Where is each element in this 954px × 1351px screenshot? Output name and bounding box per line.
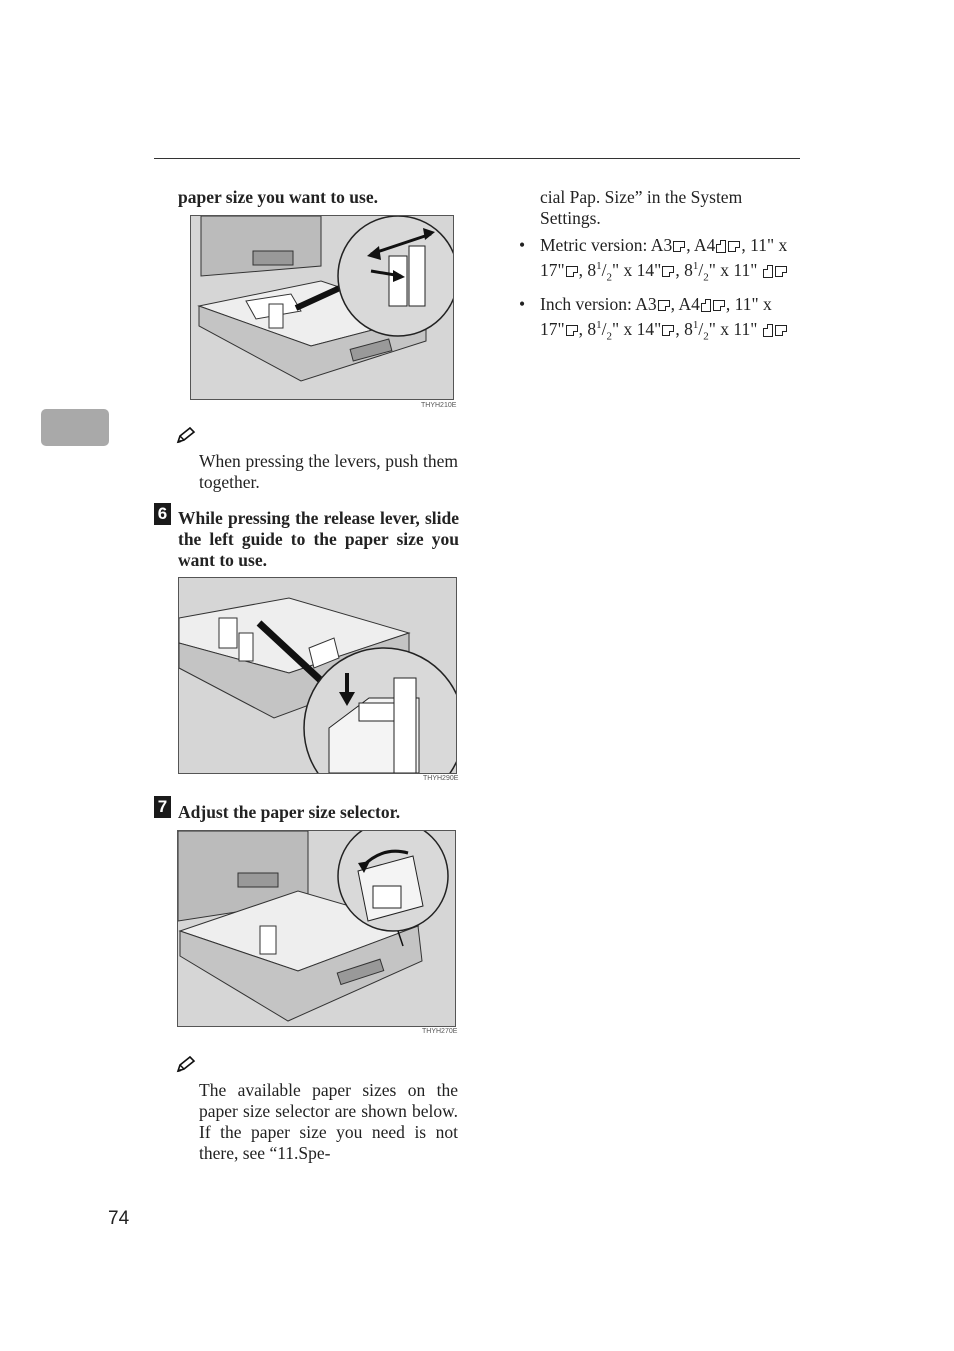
portrait-paper-icon: [763, 324, 773, 337]
figure-guide-levers: [190, 215, 454, 400]
landscape-paper-icon: [728, 241, 740, 252]
list-item: • Metric version: A3 , A4 , 11" x 17" , $8^1/_2$" x 14" , $8^1/_2$" x 11": [519, 235, 800, 288]
header-rule: [154, 158, 800, 159]
landscape-paper-icon: [662, 325, 674, 336]
step-number: 6: [154, 503, 171, 525]
continuation-text: paper size you want to use.: [178, 187, 378, 207]
figure-release-lever: [178, 577, 457, 774]
landscape-paper-icon: [662, 266, 674, 277]
note-text: The available paper sizes on the paper size selector are shown below. If the paper size you need is not there, see “11.Spe-: [199, 1080, 458, 1163]
landscape-paper-icon: [673, 241, 685, 252]
step-text: Adjust the paper size selector.: [178, 802, 401, 822]
continuation-text: cial Pap. Size” in the System Settings.: [540, 187, 743, 228]
note-text: When pressing the levers, push them together.: [199, 451, 458, 492]
landscape-paper-icon: [713, 300, 725, 311]
landscape-paper-icon: [775, 325, 787, 336]
step-text: While pressing the release lever, slide the left guide to the paper size you want to use.: [178, 508, 459, 570]
portrait-paper-icon: [701, 299, 711, 312]
paper-size-list: [519, 235, 800, 354]
figure-size-selector: [177, 830, 456, 1027]
landscape-paper-icon: [658, 300, 670, 311]
pencil-icon: [176, 1055, 196, 1073]
figure-code: THYH210E: [421, 402, 457, 409]
figure-code: THYH270E: [422, 1028, 458, 1035]
landscape-paper-icon: [566, 325, 578, 336]
portrait-paper-icon: [763, 265, 773, 278]
chapter-tab: [41, 409, 109, 446]
figure-code: THYH290E: [423, 775, 459, 782]
landscape-paper-icon: [566, 266, 578, 277]
portrait-paper-icon: [716, 240, 726, 253]
list-item: • Inch version: A3 , A4 , 11" x 17" , $8^1/_2$" x 14" , $8^1/_2$" x 11": [519, 294, 800, 347]
landscape-paper-icon: [775, 266, 787, 277]
pencil-icon: [176, 426, 196, 444]
page-number: 74: [108, 1208, 130, 1229]
step-number: 7: [154, 796, 171, 818]
